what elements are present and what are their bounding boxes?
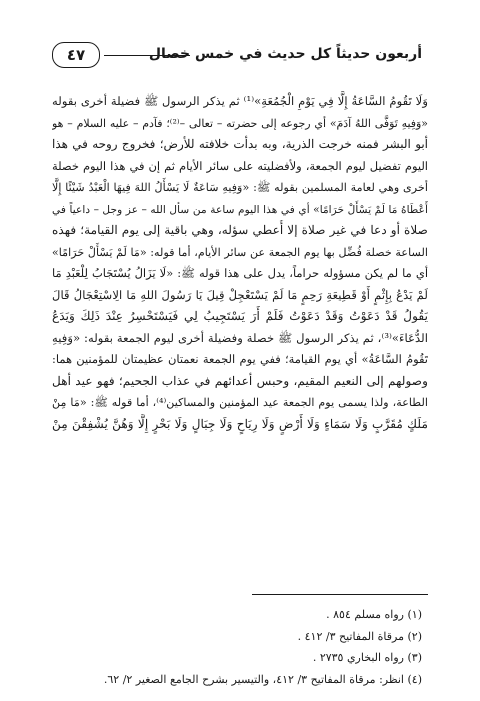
text-line: وصولهم إلى النعيم المقيم، وحبس أعدائهم في عذاب الجحيم؛ فهو عيد أهل	[52, 373, 428, 388]
text-line: الطاعة، ولذا يسمى يوم الجمعة عيد المؤمنين والمساكين⁽⁴⁾، أما قوله ﷺ: «مَا مِنْ	[52, 396, 428, 409]
running-title: أربعون حديثاً كل حديث في خمس خصال	[148, 46, 422, 62]
footnote: (٣) رواه البخاري ٢٧٣٥ .	[312, 651, 422, 664]
text-line: يَقُولُ قَدْ دَعَوْتُ وَقَدْ دَعَوْتُ فَلَمْ أَرَ يَسْتَجِيبُ لِي فَيَسْتَحْسِرُ عِنْدَ ذَلِكَ وَيَدَعُ	[52, 309, 428, 323]
footnote: (٤) انظر: مرقاة المفاتيح ٣/ ٤١٢، والتيسير بشرح الجامع الصغير ٢/ ٦٢.	[103, 672, 422, 686]
text-line: لَمْ يَدْعُ بِإِثْمٍ أَوْ قَطِيعَةِ رَحِمٍ مَا لَمْ يَسْتَعْجِلْ قِيلَ يَا رَسُولَ اللهِ مَا الِاسْتِعْجَالُ قَالَ	[52, 287, 428, 302]
text-line: أَعْطَاهُ مَا لَمْ يَسْأَلْ حَرَامًا» أي في هذا اليوم ساعة من سأل الله – عز وجل – داعياً في	[52, 202, 428, 216]
text-line: تَقُومُ السَّاعَةُ» أي يوم القيامة؛ ففي يوم الجمعة نعمتان عظيمتان للمؤمنين هما:	[52, 352, 428, 366]
text-line: اليوم تفضيل ليوم الجمعة، ولأفضليته على سائر الأيام ثم إن في هذا اليوم خصلة	[52, 158, 428, 173]
text-line: الدُّعَاءَ»⁽³⁾، ثم يذكر الرسول ﷺ خصلة وفضيلة أخرى ليوم الجمعة بقوله: «وَفِيهِ	[52, 330, 428, 345]
text-line: مَلَكٍ مُقَرَّبٍ وَلَا سَمَاءٍ وَلَا أَرْضٍ وَلَا رِيَاحٍ وَلَا جِبَالٍ وَلَا بَحْرٍ إِلَّا وَهُنَّ يُشْفِقْنَ مِنْ	[52, 416, 428, 431]
text-line: صلاة أو دعا في غير صلاة إلا أُعطي سؤله، وهي باقية إلى يوم القيامة؛ فهذه	[52, 223, 428, 237]
text-line: أبو البشر فمنه خرجت الذرية، وبه بدأت خلافته للأرض؛ فخروج روحه في هذا	[52, 137, 428, 151]
page-number: ٤٧	[52, 42, 100, 68]
text-line: «وَفِيهِ تَوَفَّى اللهُ آدَمَ» أي رجوعه إلى حضرته – تعالى –⁽²⁾؛ فآدم – عليه السلام – هو	[52, 116, 428, 130]
footnote-divider	[252, 594, 428, 595]
text-line: وَلَا تَقُومُ السَّاعَةُ إِلَّا فِي يَوْمِ الْجُمُعَةِ»⁽¹⁾ ثم يذكر الرسول ﷺ فضيلة أخرى بقوله	[52, 94, 428, 108]
text-line: أي ما لم يكن مسؤوله حراماً، يدل على هذا قوله ﷺ: «لَا يَزَالُ يُسْتَجَابُ لِلْعَبْدِ مَا	[52, 266, 428, 280]
main-text	[52, 91, 428, 435]
header-rule	[104, 55, 190, 56]
page-header	[52, 42, 422, 70]
text-line: أخرى وهي لعامة المسلمين بقوله ﷺ: «وَفِيهِ سَاعَةٌ لَا يَسْأَلُ اللهَ فِيهَا الْعَبْدُ شَيْئًا إِلَّا	[52, 181, 428, 194]
footnote: (٢) مرقاة المفاتيح ٣/ ٤١٢ .	[297, 629, 422, 643]
footnotes	[52, 604, 422, 690]
text-line: الساعة خصلة فُضِّل بها يوم الجمعة عن سائر الأيام، أما قوله: «مَا لَمْ يَسْأَلْ حَرَامًا»	[52, 245, 428, 259]
footnote: (١) رواه مسلم ٨٥٤ .	[326, 608, 422, 621]
